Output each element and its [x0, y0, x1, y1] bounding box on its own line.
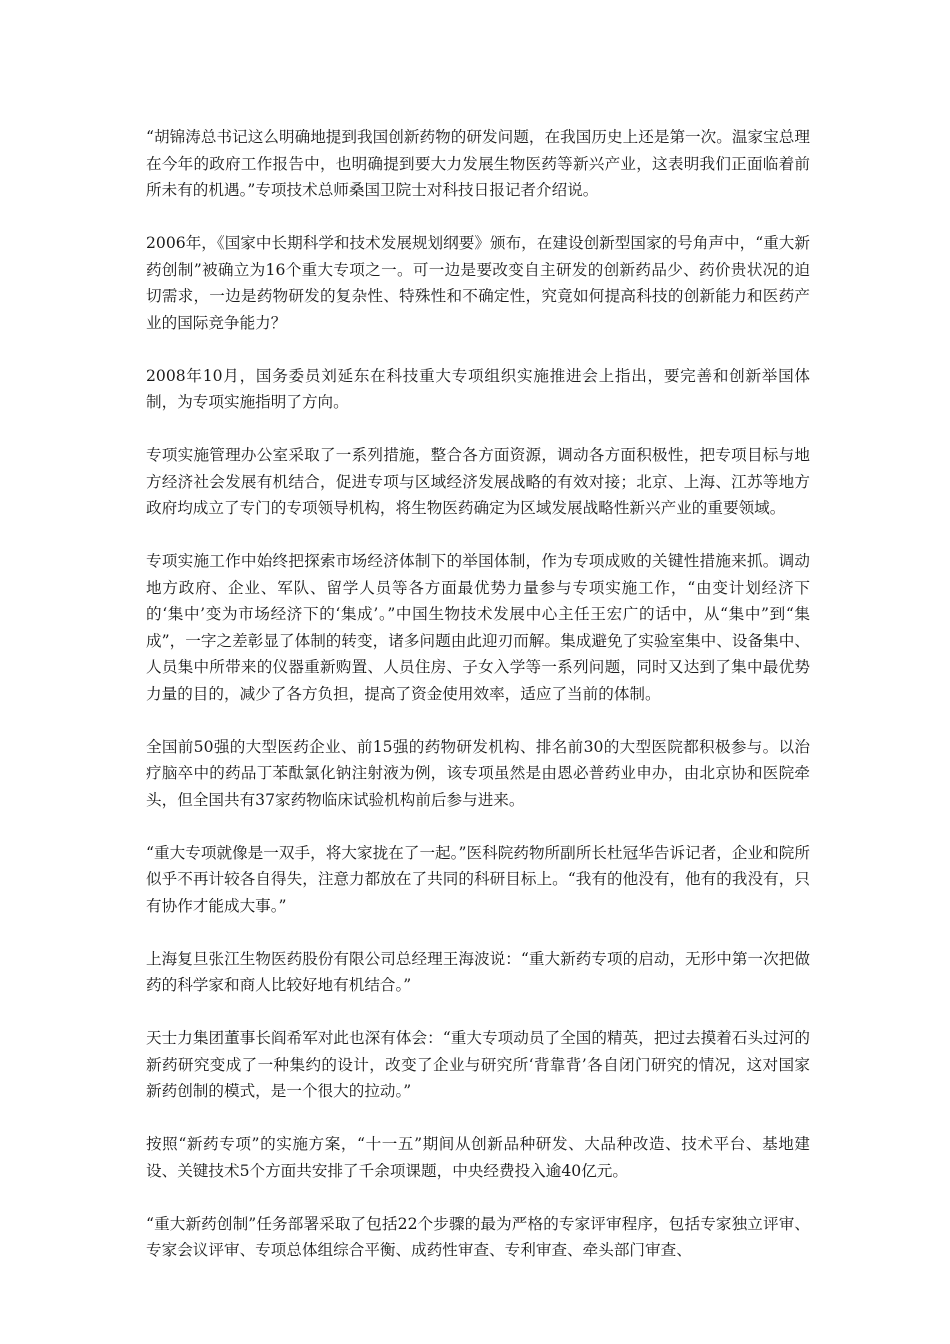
article-body: [146, 124, 810, 1290]
paragraph: “胡锦涛总书记这么明确地提到我国创新药物的研发问题，在我国历史上还是第一次。温家宝总理在今年的政府工作报告中，也明确提到要大力发展生物医药等新兴产业，这表明我们正面临着前所未有的机遇。”专项技术总师桑国卫院士对科技日报记者介绍说。: [146, 128, 810, 199]
paragraph: 天士力集团董事长阎希军对此也深有体会：“重大专项动员了全国的精英，把过去摸着石头过河的新药研究变成了一种集约的设计，改变了企业与研究所‘背靠背’各自闭门研究的情况，这对国家新药创制的模式，是一个很大的拉动。”: [146, 1029, 810, 1100]
paragraph: 上海复旦张江生物医药股份有限公司总经理王海波说：“重大新药专项的启动，无形中第一次把做药的科学家和商人比较好地有机结合。”: [146, 949, 810, 994]
paragraph: 2008年10月，国务委员刘延东在科技重大专项组织实施推进会上指出，要完善和创新举国体制，为专项实施指明了方向。: [146, 366, 810, 411]
paragraph: 2006年，《国家中长期科学和技术发展规划纲要》颁布，在建设创新型国家的号角声中，“重大新药创制”被确立为16个重大专项之一。可一边是要改变自主研发的创新药品少、药价贵状况的迫切需求，一边是药物研发的复杂性、特殊性和不确定性，究竟如何提高科技的创新能力和医药产业的国际竞争能力？: [146, 234, 810, 332]
paragraph: “重大专项就像是一双手，将大家拢在了一起。”医科院药物所副所长杜冠华告诉记者，企业和院所似乎不再计较各自得失，注意力都放在了共同的科研目标上。“我有的他没有，他有的我没有，只有协作才能成大事。”: [146, 843, 810, 915]
paragraph: 专项实施工作中始终把探索市场经济体制下的举国体制，作为专项成败的关键性措施来抓。调动地方政府、企业、军队、留学人员等各方面最优势力量参与专项实施工作，“由变计划经济下的‘集中’变为市场经济下的‘集成’。”中国生物技术发展中心主任王宏广的话中，从“集中”到“集成”，一字之差彰显了体制的转变，诸多问题由此迎刃而解。集成避免了实验室集中、设备集中、人员集中所带来的仪器重新购置、人员住房、子女入学等一系列问题，同时又达到了集中最优势力量的目的，减少了各方负担，提高了资金使用效率，适应了当前的体制。: [146, 552, 810, 703]
paragraph: 按照“新药专项”的实施方案，“十一五”期间从创新品种研发、大品种改造、技术平台、基地建设、关键技术5个方面共安排了千余项课题，中央经费投入逾40亿元。: [146, 1135, 810, 1180]
paragraph: 专项实施管理办公室采取了一系列措施，整合各方面资源，调动各方面积极性，把专项目标与地方经济社会发展有机结合，促进专项与区域经济发展战略的有效对接；北京、上海、江苏等地方政府均成立了专门的专项领导机构，将生物医药确定为区域发展战略性新兴产业的重要领域。: [146, 446, 810, 517]
paragraph: 全国前50强的大型医药企业、前15强的药物研发机构、排名前30的大型医院都积极参与。以治疗脑卒中的药品丁苯酞氯化钠注射液为例，该专项虽然是由恩必普药业申办，由北京协和医院牵头，但全国共有37家药物临床试验机构前后参与进来。: [146, 737, 810, 809]
paragraph: “重大新药创制”任务部署采取了包括22个步骤的最为严格的专家评审程序，包括专家独立评审、专家会议评审、专项总体组综合平衡、成药性审查、专利审查、牵头部门审查、: [146, 1214, 810, 1259]
